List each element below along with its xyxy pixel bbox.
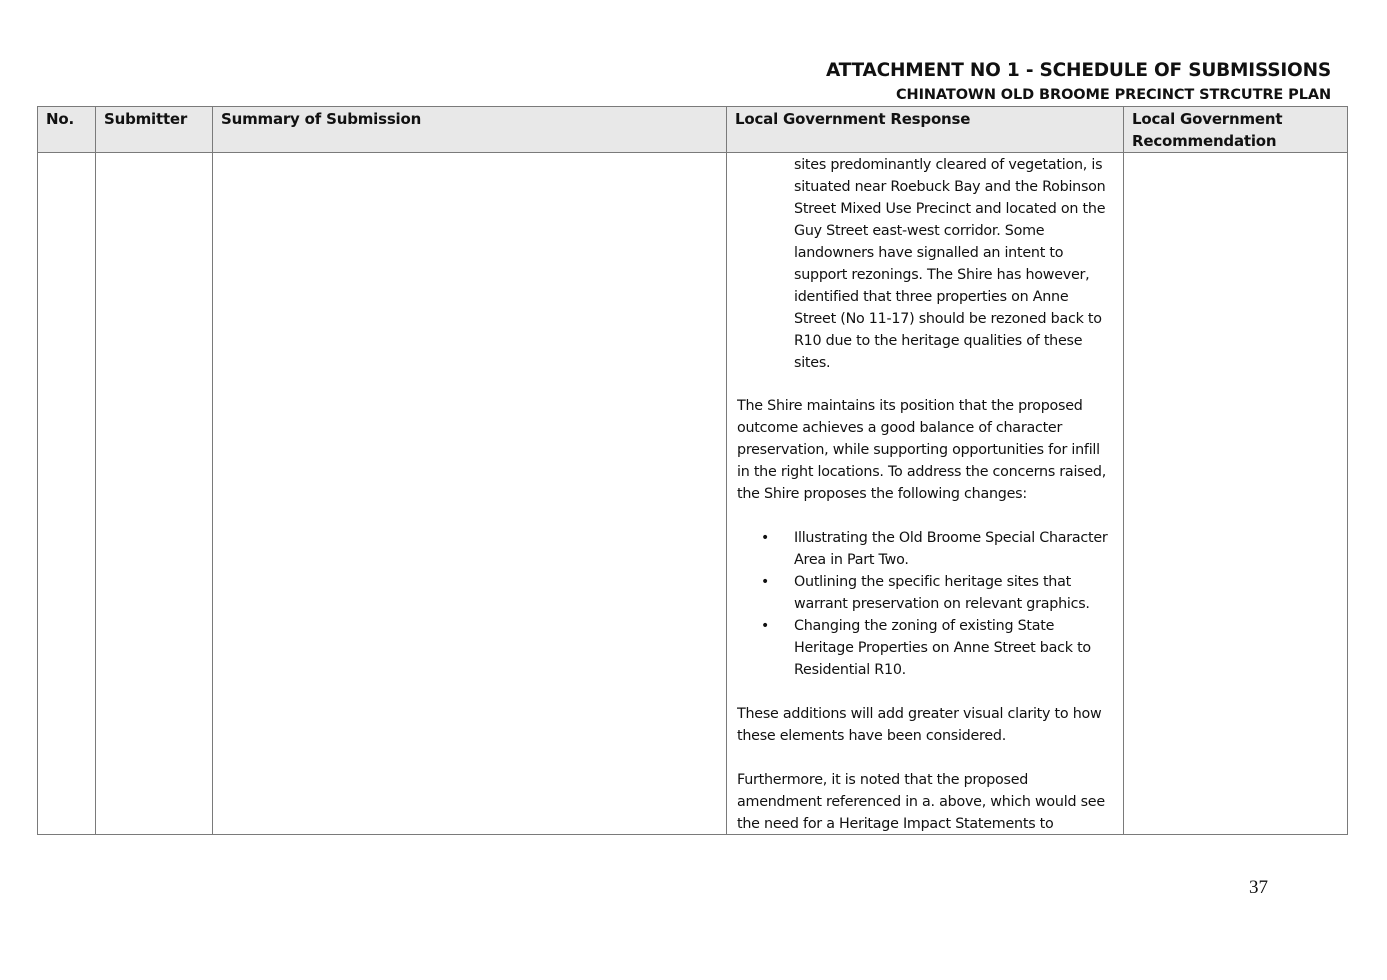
cell-submitter <box>96 153 213 835</box>
bullet-icon: • <box>761 530 770 547</box>
document-subtitle: CHINATOWN OLD BROOME PRECINCT STRCUTRE PLAN <box>896 87 1331 103</box>
submissions-table <box>37 106 1348 835</box>
proposed-changes-list <box>737 528 1113 682</box>
cell-no <box>38 153 96 835</box>
list-item <box>737 528 1113 572</box>
page-number: 37 <box>1249 877 1268 898</box>
change-text: Outlining the specific heritage sites that warrant preservation on relevant graphics. <box>794 574 1090 613</box>
response-paragraph-3: Furthermore, it is noted that the proposed amendment referenced in a. above, which would see the need for a Heritage Impact Statements to <box>737 771 1105 832</box>
column-header-response: Local Government Response <box>727 107 1124 153</box>
list-item <box>737 572 1113 616</box>
column-header-submitter: Submitter <box>96 107 213 153</box>
bullet-icon: • <box>761 574 770 591</box>
response-paragraph-2: These additions will add greater visual clarity to how these elements have been considered. <box>737 705 1102 744</box>
response-continued-item: sites predominantly cleared of vegetation, is situated near Roebuck Bay and the Robinson Street Mixed Use Precinct and located on the Guy Street east-west corridor. Some landowners have signalled an intent to support rezonings. The Shire has however, identified that three properties on Anne Street (No 11-17) should be rezoned back to R10 due to the heritage qualities of these sites. <box>794 157 1106 371</box>
document-title: ATTACHMENT NO 1 - SCHEDULE OF SUBMISSIONS <box>825 60 1331 81</box>
column-header-recommendation: Local Government Recommendation <box>1124 107 1348 153</box>
cell-response <box>727 153 1124 835</box>
table-header-row <box>38 107 1348 153</box>
response-paragraph-1: The Shire maintains its position that the proposed outcome achieves a good balance of character preservation, while supporting opportunities for infill in the right locations. To address the concerns raised, the Shire proposes the following changes: <box>737 398 1107 503</box>
list-item <box>737 616 1113 682</box>
bullet-icon: • <box>761 617 770 634</box>
cell-recommendation <box>1124 153 1348 835</box>
change-text: Changing the zoning of existing State Heritage Properties on Anne Street back to Residential R10. <box>794 617 1091 678</box>
column-header-summary: Summary of Submission <box>213 107 727 153</box>
column-header-no: No. <box>38 107 96 153</box>
table-row <box>38 153 1348 835</box>
cell-summary <box>213 153 727 835</box>
change-text: Illustrating the Old Broome Special Character Area in Part Two. <box>794 530 1108 569</box>
